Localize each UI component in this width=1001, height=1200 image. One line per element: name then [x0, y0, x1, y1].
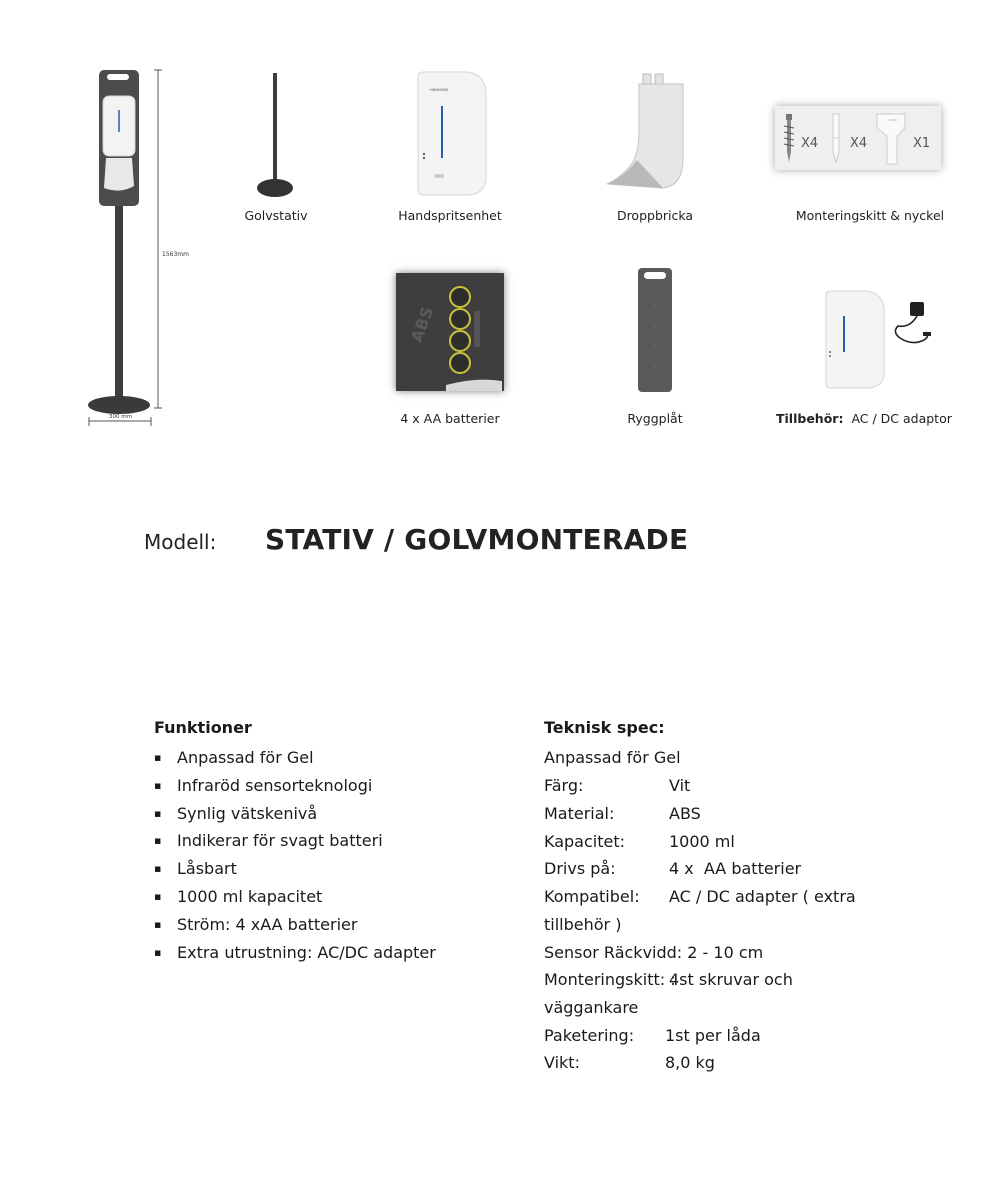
- pole-image: [254, 70, 298, 200]
- spec-capacity-value: 1000 ml: [669, 832, 735, 851]
- component-label-accessory: [776, 411, 952, 426]
- spec-heading: Teknisk spec:: [544, 718, 665, 737]
- component-label-mounting-kit: Monteringskitt & nyckel: [795, 208, 945, 223]
- spec-kit-cont: väggankare: [544, 998, 639, 1017]
- spec-color-label: Färg:: [544, 776, 584, 795]
- component-label-drip-tray: Droppbricka: [616, 208, 694, 223]
- spec-material-value: ABS: [669, 804, 701, 823]
- component-label-floor-stand: Golvstativ: [244, 208, 308, 223]
- model-title: STATIV / GOLVMONTERADE: [265, 523, 689, 556]
- function-item: ▪ Anpassad för Gel: [154, 744, 436, 772]
- functions-list: [154, 744, 436, 966]
- spec-material-label: Material:: [544, 804, 615, 823]
- spec-power-value: 4 x AA batterier: [669, 859, 802, 878]
- accessory-prefix: Tillbehör:: [776, 411, 844, 426]
- height-dimension-label: 1563mm: [162, 251, 189, 258]
- base-dimension-label: 300 mm: [109, 414, 132, 420]
- battery-rings: [446, 281, 502, 391]
- spec-sensor-range: Sensor Räckvidd: 2 - 10 cm: [544, 943, 764, 962]
- dispenser-image: [408, 70, 492, 200]
- spec-intro: Anpassad för Gel: [544, 748, 681, 767]
- battery-box-text: ABS: [406, 304, 438, 345]
- function-item: ▪ 1000 ml kapacitet: [154, 883, 436, 911]
- component-label-batteries: 4 x AA batterier: [400, 411, 500, 426]
- function-item: ▪ Extra utrustning: AC/DC adapter: [154, 939, 436, 967]
- spec-color-value: Vit: [669, 776, 691, 795]
- bullet-icon: ▪: [154, 778, 162, 792]
- component-label-dispenser-unit: Handspritsenhet: [398, 208, 502, 223]
- drip-tray-image: [603, 72, 687, 192]
- key-icon: [875, 110, 909, 166]
- bullet-icon: ▪: [154, 862, 162, 876]
- functions-heading: Funktioner: [154, 718, 252, 737]
- screw-icon: [781, 112, 797, 164]
- spec-power-label: Drivs på:: [544, 859, 616, 878]
- key-count: X1: [913, 136, 931, 151]
- floor-stand-illustration: [80, 62, 195, 432]
- accessory-name: AC / DC adaptor: [851, 411, 952, 426]
- function-item: ▪ Synlig vätskenivå: [154, 800, 436, 828]
- bullet-icon: ▪: [154, 917, 162, 931]
- function-item: ▪ Indikerar för svagt batteri: [154, 827, 436, 855]
- spec-compat-value: AC / DC adapter ( extra: [669, 887, 856, 906]
- spec-compat-cont: tillbehör ): [544, 915, 622, 934]
- spec-kit-value: 4st skruvar och: [669, 970, 793, 989]
- spec-packaging-label: Paketering:: [544, 1026, 635, 1045]
- model-label: Modell:: [144, 530, 217, 554]
- spec-weight-label: Vikt:: [544, 1053, 580, 1072]
- power-adapter-icon: [890, 298, 936, 350]
- bullet-icon: ▪: [154, 945, 162, 959]
- mounting-kit-box: [775, 106, 941, 170]
- back-plate-image: [636, 266, 674, 394]
- function-item: ▪ Ström: 4 xAA batterier: [154, 911, 436, 939]
- function-item: ▪ Infraröd sensorteknologi: [154, 772, 436, 800]
- dispenser-brand-text: HIKVISION: [430, 88, 449, 92]
- wall-anchor-icon: [827, 112, 845, 164]
- battery-compartment-image: [396, 273, 504, 391]
- spec-capacity-label: Kapacitet:: [544, 832, 625, 851]
- spec-packaging-value: 1st per låda: [665, 1026, 761, 1045]
- component-label-back-plate: Ryggplåt: [627, 411, 683, 426]
- anchor-count: X4: [850, 136, 868, 151]
- bullet-icon: ▪: [154, 806, 162, 820]
- function-item: ▪ Låsbart: [154, 855, 436, 883]
- spec-compat-label: Kompatibel:: [544, 887, 640, 906]
- accessory-dispenser-image: [820, 290, 890, 390]
- spec-weight-value: 8,0 kg: [665, 1053, 715, 1072]
- bullet-icon: ▪: [154, 834, 162, 848]
- bullet-icon: ▪: [154, 889, 162, 903]
- bullet-icon: ▪: [154, 751, 162, 764]
- spec-kit-label: Monteringskitt: :: [544, 970, 676, 989]
- screw-count: X4: [801, 136, 819, 151]
